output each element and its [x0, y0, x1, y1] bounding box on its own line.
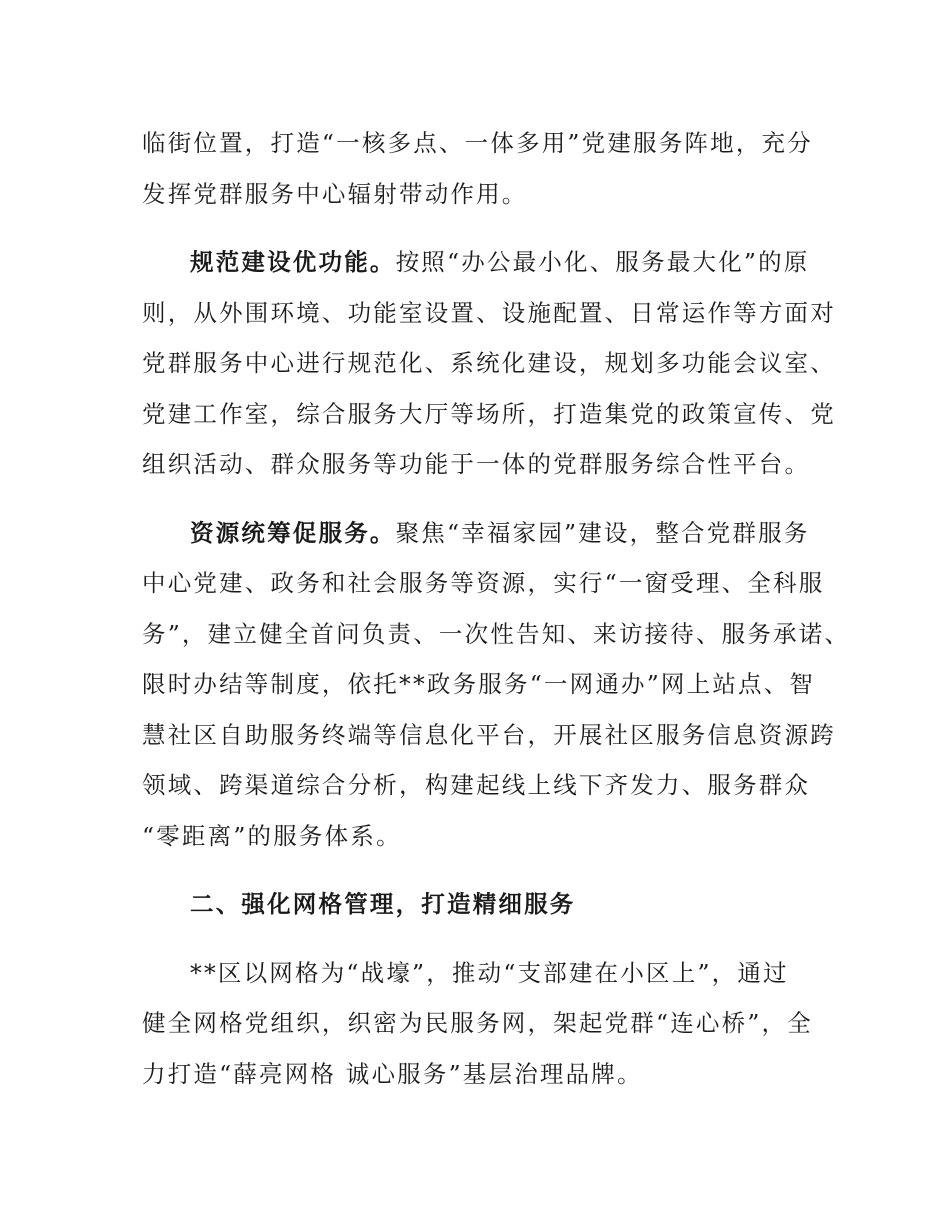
text-line: 党群服务中心进行规范化、系统化建设，规划多功能会议室、 [142, 349, 836, 377]
text-line: 则，从外围环境、功能室设置、设施配置、日常运作等方面对 [142, 298, 836, 327]
paragraph-2 [142, 237, 836, 490]
paragraph-4 [142, 948, 822, 1100]
text-line: 健全网格党组织，织密为民服务网，架起党群“连心桥”，全 [142, 1009, 813, 1037]
document-page [142, 118, 851, 1099]
text-line: 领域、跨渠道综合分析，构建起线上线下齐发力、服务群众 [142, 771, 811, 799]
text-line: 临街位置，打造“一核多点、一体多用”党建服务阵地，充分 [142, 129, 813, 157]
text-line: 力打造“薛亮网格 诚心服务”基层治理品牌。 [142, 1059, 643, 1088]
text-line: 组织活动、群众服务等功能于一体的党群服务综合性平台。 [142, 450, 811, 478]
section-heading: 二、强化网格管理，打造精细服务 [190, 890, 576, 918]
text-span: 按照“办公最小化、服务最大化”的原 [395, 248, 810, 276]
text-line: **区以网格为“战壕”，推动“支部建在小区上”，通过 [190, 958, 789, 987]
text-line: 中心党建、政务和社会服务等资源，实行“一窗受理、全科服 [142, 569, 825, 597]
paragraph-lead: 规范建设优功能。 [190, 248, 396, 276]
text-line: 慧社区自助服务终端等信息化平台，开展社区服务信息资源跨 [142, 720, 836, 749]
text-line: 务”，建立健全首问负责、一次性告知、来访接待、服务承诺、 [142, 619, 851, 648]
text-line [142, 237, 822, 288]
text-line [142, 508, 822, 559]
text-line: 限时办结等制度，依托**政务服务“一网通办”网上站点、智 [142, 670, 816, 698]
paragraph-1 [142, 118, 822, 219]
text-line: 发挥党群服务中心辐射带动作用。 [142, 179, 528, 208]
text-line: 党建工作室，综合服务大厅等场所，打造集党的政策宣传、党 [142, 399, 836, 428]
paragraph-lead: 资源统筹促服务。 [190, 518, 396, 547]
paragraph-3 [142, 508, 851, 862]
text-line: “零距离”的服务体系。 [142, 821, 402, 850]
text-span: 聚焦“幸福家园”建设，整合党群服务 [395, 518, 810, 547]
